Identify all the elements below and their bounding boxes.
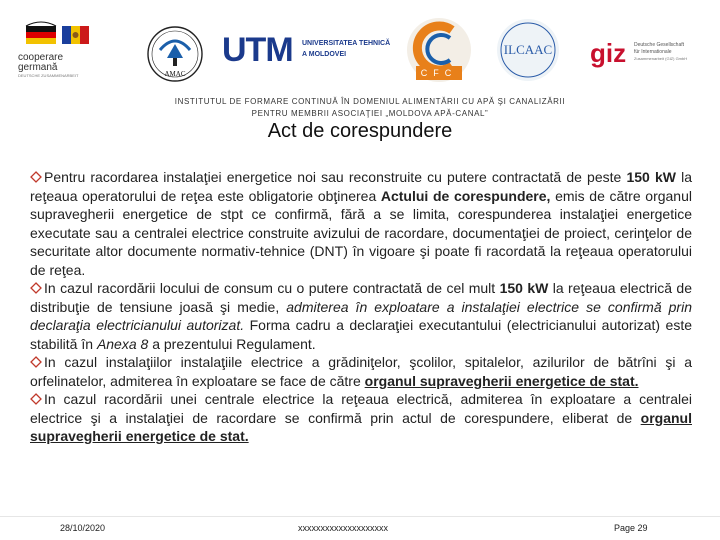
- p1-text-b: 150 kW: [626, 169, 676, 185]
- utm-logo: [222, 30, 402, 76]
- p2-text-c: la reţeaua electrică de distribuţie de tensiune joasă şi medie,: [30, 280, 693, 315]
- p3-text-a: In cazul instalaţiilor instalaţiile electrice a grădiniţelor, şcolilor, spitalelor, azilurilor de bătrîni şi a orfelinatelor, admiterea în exploatare se face de către: [30, 354, 692, 389]
- paragraph-1: [30, 168, 692, 279]
- p3-text-b: organul supravegherii energetice de stat.: [364, 372, 639, 389]
- cfc-logo: [404, 16, 474, 84]
- flags-icon: [18, 18, 108, 48]
- cooperare-line2: germană: [18, 62, 58, 73]
- p1-text-c: la reţeaua operatorului de reţea este obligatorie obţinerea: [30, 169, 692, 204]
- amac-text: AMAC: [164, 70, 186, 78]
- p2-text-b: 150 kW: [499, 280, 549, 296]
- diamond-bullet-icon: [30, 393, 42, 405]
- giz-line2: für Internationale: [634, 49, 672, 55]
- paragraph-2: [30, 279, 692, 353]
- institute-subtitle: [140, 96, 600, 120]
- p1-text-d: Actului de corespundere,: [380, 187, 551, 204]
- body-text: [30, 168, 692, 446]
- diamond-bullet-icon: [30, 171, 42, 183]
- footer: [0, 516, 720, 540]
- page-title: Act de corespundere: [267, 120, 453, 142]
- p2-text-f: Anexa 8: [96, 335, 149, 352]
- cfc-text: CFC: [416, 66, 462, 80]
- ilcaac-logo: [494, 18, 562, 82]
- p4-text-b: organul supravegherii energetice de stat.: [30, 409, 692, 444]
- footer-center: xxxxxxxxxxxxxxxxxxxx: [298, 523, 388, 533]
- subtitle-line1: INSTITUTUL DE FORMARE CONTINUĂ ÎN DOMENIUL ALIMENTĂRII CU APĂ ŞI CANALIZĂRII: [174, 97, 566, 106]
- p2-text-d: admiterea în exploatare a instalaţiei electrice se confirmă prin declaraţia electricianului autorizat.: [30, 298, 692, 333]
- logo-strip: [0, 0, 720, 95]
- giz-text: giz: [590, 38, 627, 68]
- utm-letters: UTM: [222, 31, 293, 69]
- giz-line1: Deutsche Gesellschaft: [634, 42, 685, 48]
- subtitle-line2: PENTRU MEMBRII ASOCIAŢIEI „MOLDOVA APĂ-CANAL”: [251, 109, 489, 118]
- footer-date: 28/10/2020: [60, 523, 106, 533]
- cooperare-line1: cooperare: [18, 52, 64, 63]
- cooperare-line3: DEUTSCHE ZUSAMMENARBEIT: [18, 73, 79, 78]
- paragraph-3: [30, 353, 692, 390]
- footer-page: Page 29: [614, 523, 648, 533]
- footer-divider: [0, 516, 720, 517]
- amac-logo: [140, 24, 210, 84]
- ilcaac-text: ILCAAC: [503, 42, 553, 57]
- utm-line1: UNIVERSITATEA TEHNICĂ: [302, 40, 391, 47]
- p1-text-e: emis de către organul supravegherii energetice de stpt ce confirmă, fără a se limita, corespunderea instalaţiei energetice executate sau a centralei electrice construite avizului de racordare, documentaţiei de proiect, cerinţelor de securitate altor documente normativ-tehnice (DNT) în vigoare şi poate fi racordată la reţeaua operatorului de reţea.: [30, 187, 692, 278]
- cooperare-germana-logo: [18, 18, 108, 78]
- p2-text-a: In cazul racordării locului de consum cu o putere contractată de cel mult: [44, 280, 500, 296]
- diamond-bullet-icon: [30, 282, 42, 294]
- p1-text-a: Pentru racordarea instalaţiei energetice noi sau reconstruite cu putere contractată de peste: [44, 169, 627, 185]
- p2-text-g: a prezentului Regulament.: [148, 335, 316, 352]
- paragraph-4: [30, 390, 692, 446]
- utm-line2: A MOLDOVEI: [302, 51, 347, 58]
- diamond-bullet-icon: [30, 356, 42, 368]
- p4-text-a: In cazul racordării unei centrale electrice la reţeaua electrică, admiterea în exploatare a centralei electrice şi a instalaţiei de racordare se confirmă prin actul de corespundere, eliberat de: [30, 391, 692, 426]
- giz-line3: Zusammenarbeit (GIZ) GmbH: [634, 56, 688, 61]
- p2-text-e: Forma cadru a declaraţiei executantului (electricianului autorizat) este stabilită în: [30, 317, 693, 352]
- giz-logo: [590, 38, 710, 78]
